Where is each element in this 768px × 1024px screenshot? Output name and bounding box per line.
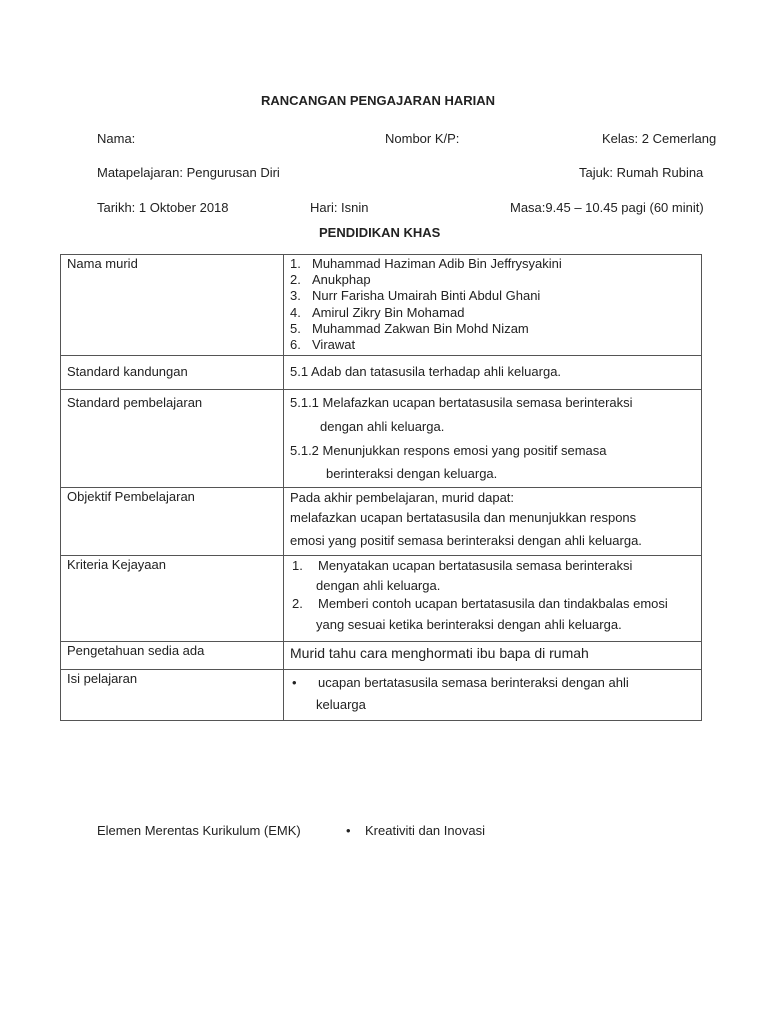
emk-bullet: • xyxy=(346,823,351,838)
row-value: • ucapan bertatasusila semasa berinteraksi dengan ahli keluarga xyxy=(284,670,702,721)
list-item: 2. Anukphap xyxy=(290,272,371,288)
table-row xyxy=(61,488,702,556)
table-row xyxy=(61,255,702,356)
kelas-field: Kelas: 2 Cemerlang xyxy=(602,131,717,146)
emk-value: Kreativiti dan Inovasi xyxy=(365,823,485,838)
row-label: Objektif Pembelajaran xyxy=(61,488,284,556)
list-item: 5. Muhammad Zakwan Bin Mohd Nizam xyxy=(290,320,529,336)
document-title: RANCANGAN PENGAJARAN HARIAN xyxy=(261,93,496,108)
table-row xyxy=(61,670,702,721)
list-item: 4. Amirul Zikry Bin Mohamad xyxy=(290,304,465,320)
list-item: 3. Nurr Farisha Umairah Binti Abdul Ghani xyxy=(290,288,541,304)
student-list-cell xyxy=(284,255,702,356)
masa-field: Masa:9.45 – 10.45 pagi (60 minit) xyxy=(510,200,704,215)
nombor-kp-field: Nombor K/P: xyxy=(385,131,460,146)
tarikh-field: Tarikh: 1 Oktober 2018 xyxy=(97,200,229,215)
table-row xyxy=(61,556,702,642)
matapelajaran-field: Matapelajaran: Pengurusan Diri xyxy=(97,165,280,180)
row-label: Standard pembelajaran xyxy=(61,390,284,488)
hari-field: Hari: Isnin xyxy=(310,200,369,215)
row-label: Pengetahuan sedia ada xyxy=(61,642,284,670)
list-item: 6. Virawat xyxy=(290,337,356,353)
table-row xyxy=(61,390,702,488)
emk-label: Elemen Merentas Kurikulum (EMK) xyxy=(97,823,301,838)
row-value: 5.1 Adab dan tatasusila terhadap ahli keluarga. xyxy=(284,356,702,390)
row-value: 1. Menyatakan ucapan bertatasusila semasa berinteraksi dengan ahli keluarga. 2. Memberi contoh ucapan bertatasusila dan tindakbalas emosi yang sesuai ketika berinteraksi dengan ahli keluarga. xyxy=(284,556,702,642)
lesson-plan-table xyxy=(60,254,702,721)
table-row xyxy=(61,356,702,390)
list-item: 1. Muhammad Haziman Adib Bin Jeffrysyakini xyxy=(290,256,562,271)
row-label: Isi pelajaran xyxy=(61,670,284,721)
row-label: Kriteria Kejayaan xyxy=(61,556,284,642)
row-value: 5.1.1 Melafazkan ucapan bertatasusila semasa berinteraksi dengan ahli keluarga. 5.1.2 Menunjukkan respons emosi yang positif semasa berinteraksi dengan keluarga. xyxy=(284,390,702,488)
row-label: Nama murid xyxy=(61,255,284,356)
tajuk-field: Tajuk: Rumah Rubina xyxy=(579,165,704,180)
nama-field: Nama: xyxy=(97,131,136,146)
section-subtitle: PENDIDIKAN KHAS xyxy=(319,225,441,240)
student-list xyxy=(290,256,695,353)
row-label: Standard kandungan xyxy=(61,356,284,390)
row-value: Pada akhir pembelajaran, murid dapat: melafazkan ucapan bertatasusila dan menunjukkan respons emosi yang positif semasa berinteraksi dengan ahli keluarga. xyxy=(284,488,702,556)
table-row xyxy=(61,642,702,670)
row-value: Murid tahu cara menghormati ibu bapa di rumah xyxy=(284,642,702,670)
